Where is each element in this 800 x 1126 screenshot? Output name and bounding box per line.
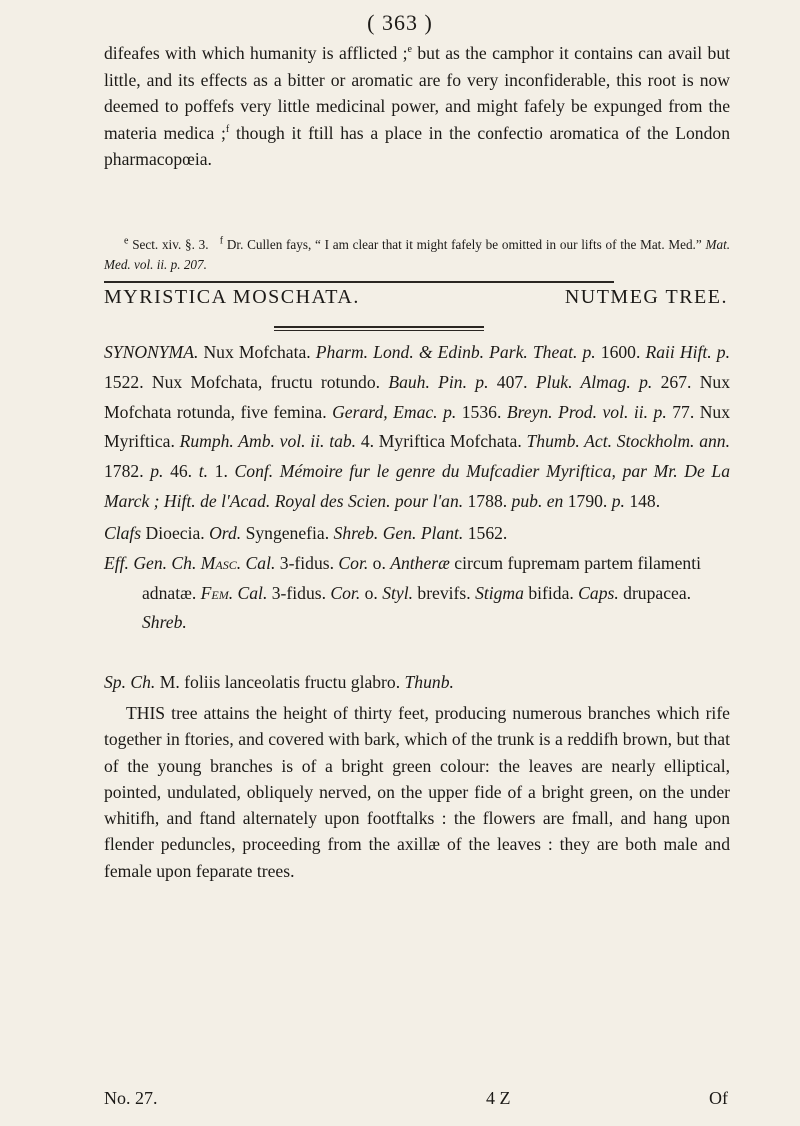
synonyma-segment: 407. xyxy=(488,371,536,392)
synonyma-segment: 1600. xyxy=(595,342,646,362)
synonyma-segment: Gerard, Emac. p. xyxy=(332,401,457,422)
synonyma-segment: Thumb. Act. Stockholm. ann. xyxy=(526,431,730,452)
synonyma-segment: Bauh. Pin. p. xyxy=(388,371,489,392)
class-segment: Shreb. Gen. Plant. xyxy=(333,523,464,543)
synonyma-segment: Nux Mofchata. xyxy=(198,342,316,362)
footnote-e-mark: e xyxy=(124,235,129,247)
synonyma-segment: 1782. xyxy=(104,461,151,482)
generic-segment: Styl. xyxy=(382,582,413,603)
signature-mark: 4 Z xyxy=(486,1088,511,1108)
synonyma-segment: Pluk. Almag. p. xyxy=(535,371,653,392)
generic-segment: o. xyxy=(368,553,391,573)
generic-segment: 3-fidus. xyxy=(267,582,331,603)
synonyma-segment: p. xyxy=(150,461,164,482)
generic-segment: o. xyxy=(360,582,383,603)
paragraph-text-a: difeafes with which humanity is afflicted ; xyxy=(104,43,408,63)
class-segment: 1562. xyxy=(463,523,508,543)
generic-segment: Cal. xyxy=(241,553,276,573)
synonyma-segment: Rumph. Amb. vol. ii. tab. xyxy=(179,431,357,452)
footnote-f: Dr. Cullen fays, “ I am clear that it might fafely be omitted in our lifts of the Mat. Med.” xyxy=(223,237,702,252)
synonyma-segment: 267. Nux Mofchata rotunda, five femina. xyxy=(104,371,731,422)
issue-number: No. 27. xyxy=(104,1088,158,1108)
heading-rule-upper xyxy=(274,326,484,328)
heading-rule-lower xyxy=(274,330,484,331)
synonyma-segment: Raii Hift. p. xyxy=(645,342,730,362)
generic-segment: bifida. xyxy=(523,582,579,603)
generic-segment: Shreb. xyxy=(142,612,187,632)
specific-segment: Sp. Ch. xyxy=(104,672,156,692)
synonyma-segment: t. xyxy=(198,461,209,482)
generic-segment: Cor. xyxy=(330,582,361,603)
footnotes xyxy=(104,235,730,275)
synonyma-segment: 4. Myriftica Mofchata. xyxy=(356,431,527,452)
specific-segment: Thunb. xyxy=(404,672,454,692)
description-text: THIS tree attains the height of thirty feet, producing numerous branches which rife together in ftories, and covered with bark, which of the trunk is a reddifh brown, but that of the young branches is of a bright green colour: the leaves are nearly elliptical, pointed, undulated, obliquely nerved, on the upper fide of a bright green, on the under whitifh, and ftand alternately upon footftalks : the flowers are fmall, and hang upon flender peduncles, proceeding from the axillæ of the leaves : they are both male and female upon feparate trees. xyxy=(104,703,730,881)
synonyma-segment: Pharm. Lond. & Edinb. Park. Theat. p. xyxy=(315,342,596,362)
synonyma-label: SYNONYMA. xyxy=(104,342,199,362)
specific-character xyxy=(104,668,730,698)
footnote-ref-e: e xyxy=(407,44,412,56)
description-paragraph xyxy=(104,700,730,884)
generic-segment: 3-fidus. xyxy=(275,553,339,573)
class-segment: Syngenefia. xyxy=(241,523,334,543)
synonyma-segment: pub. en xyxy=(511,490,564,511)
generic-segment: Caps. xyxy=(578,582,619,603)
synonyma-segment: 77. Nux Myriftica. xyxy=(104,401,730,452)
generic-segment: Stigma xyxy=(475,582,524,603)
synonyma-segment: Conf. Mémoire fur le genre du Mufcadier Myriftica, par Mr. De La Marck ; Hift. de l'Acad. Royal des Scien. pour l'an. xyxy=(104,461,730,511)
class-segment: Clafs xyxy=(104,523,142,543)
catchword: Of xyxy=(709,1088,728,1108)
synonyma-segment: p. xyxy=(611,490,625,511)
generic-segment: Cor. xyxy=(338,553,369,573)
section-heading xyxy=(104,286,728,309)
class-segment: Dioecia. xyxy=(141,523,210,543)
heading-common-name: NUTMEG TREE. xyxy=(564,286,728,308)
paragraph-text-c: though it ftill has a place in the confectio aromatica of the London pharmacopœia. xyxy=(104,122,730,169)
footnote-ref-f: f xyxy=(225,123,230,135)
specific-segment: M. foliis lanceolatis fructu glabro. xyxy=(155,672,405,692)
generic-segment: Eff. Gen. Ch. xyxy=(104,553,201,573)
synonyma-segment: 46. xyxy=(163,461,199,482)
footnote-f-reference: Mat. Med. vol. ii. p. 207. xyxy=(104,237,731,272)
generic-segment: Fem. xyxy=(200,582,234,603)
generic-segment: Cal. xyxy=(233,582,268,603)
page-number: ( 363 ) xyxy=(367,10,433,35)
footnote-f-mark: f xyxy=(219,235,224,247)
heading-latin-name: MYRISTICA MOSCHATA. xyxy=(104,286,360,308)
continued-paragraph xyxy=(104,40,730,173)
generic-characters xyxy=(104,549,730,638)
class-segment: Ord. xyxy=(209,523,242,543)
synonyma-segment: 1790. xyxy=(563,490,612,511)
synonyma-segment: 1522. Nux Mofchata, fructu rotundo. xyxy=(104,371,389,392)
synonyma-block xyxy=(104,338,730,517)
section-rule xyxy=(104,281,614,283)
generic-segment: drupacea. xyxy=(618,582,692,603)
generic-segment: Antheræ xyxy=(390,553,450,573)
paragraph-text-b: but as the camphor it contains can avail but little, and its effects as a bitter or aromatic are fo very inconfiderable, this root is now deemed to poffefs very little medicinal power, and might fafely be expunged from the materia medica ; xyxy=(104,43,731,143)
synonyma-segment: Breyn. Prod. vol. ii. p. xyxy=(506,401,667,422)
synonyma-segment: 1536. xyxy=(456,401,507,422)
page-footer xyxy=(104,1088,728,1109)
generic-segment: Masc. xyxy=(200,553,242,573)
footnote-e: Sect. xiv. §. 3. xyxy=(128,237,209,252)
synonyma-segment: 1788. xyxy=(463,490,512,511)
generic-segment: circum fupremam partem filamenti adnatæ. xyxy=(142,553,701,603)
synonyma-segment: 1. xyxy=(208,461,235,482)
generic-segment: brevifs. xyxy=(413,582,476,603)
class-line xyxy=(104,519,730,549)
synonyma-segment: 148. xyxy=(624,490,661,511)
